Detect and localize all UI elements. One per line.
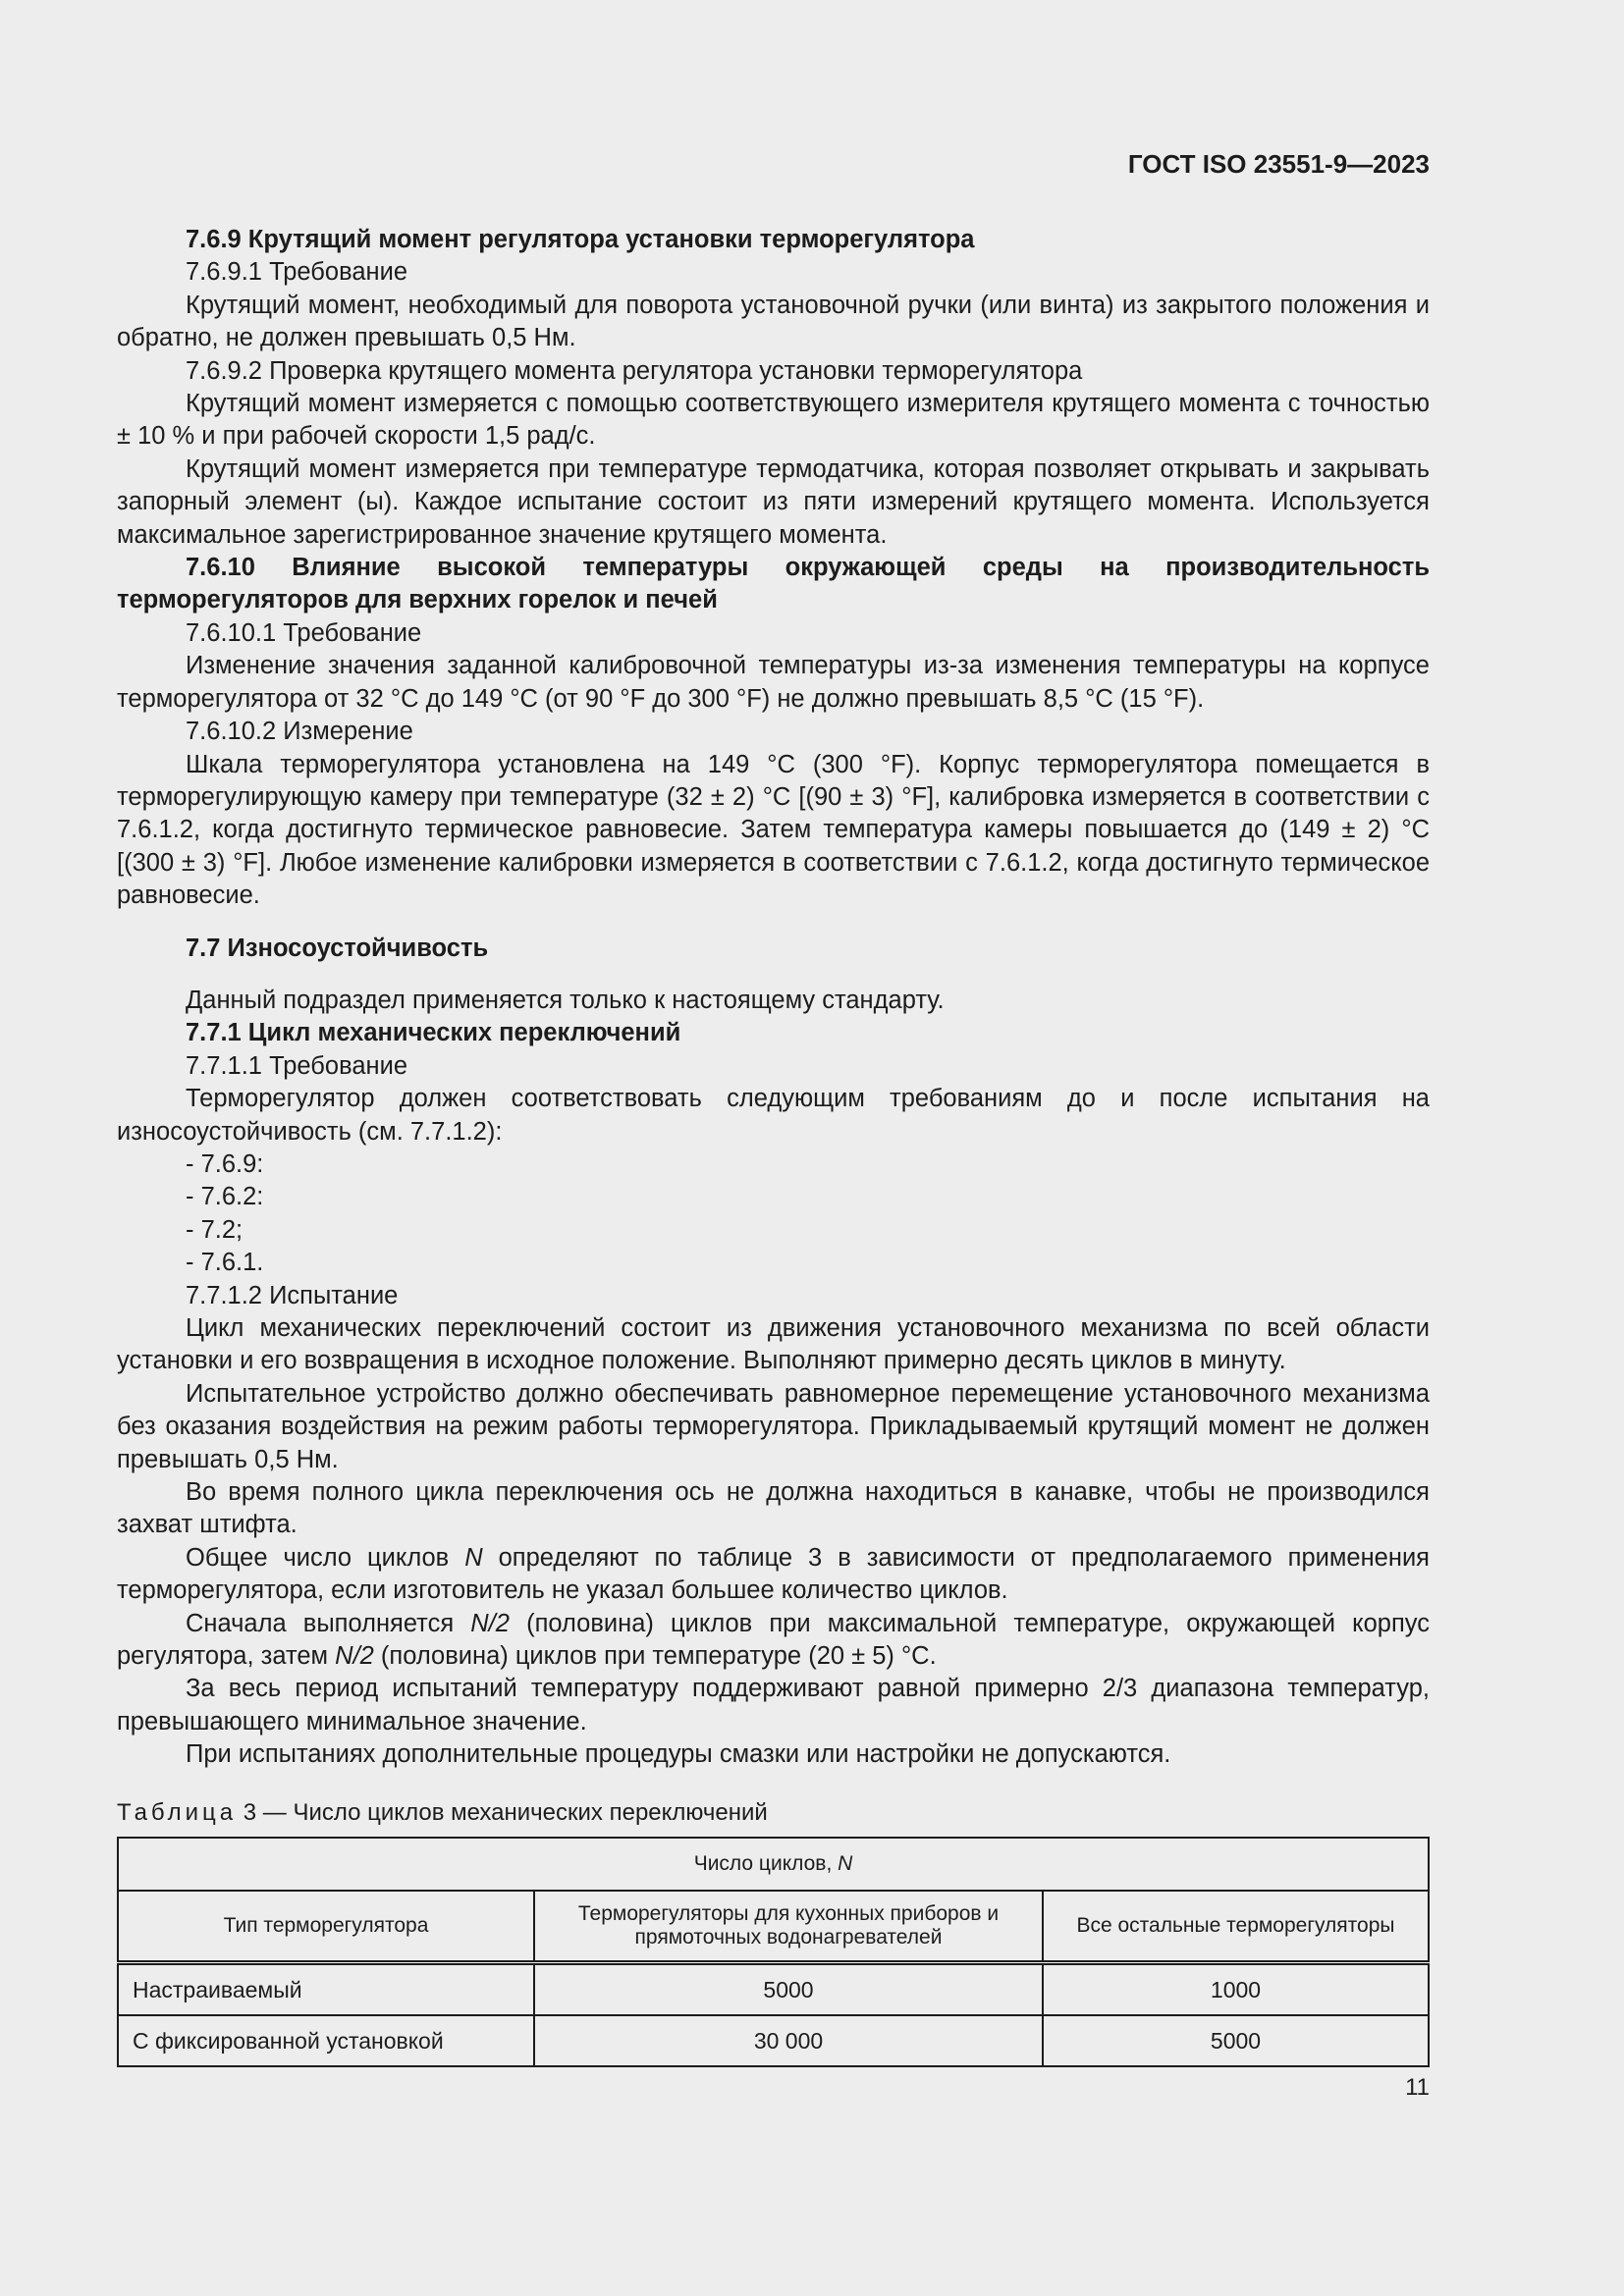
paragraph: Данный подраздел применяется только к настоящему стандарту. — [186, 986, 945, 1014]
table-cell: 5000 — [1043, 2015, 1429, 2066]
table-row — [118, 1962, 1429, 2015]
heading-7-7-1: 7.7.1 Цикл механических переключений — [186, 1019, 681, 1047]
page-number: 11 — [1405, 2074, 1430, 2101]
heading-7-6-10: 7.6.10 Влияние высокой температуры окружающей среды на производительность терморегуляторов для верхних горелок и печей — [117, 554, 1430, 614]
paragraph: Испытательное устройство должно обеспечивать равномерное перемещение установочного механизма без оказания воздействия на режим работы терморегулятора. Прикладываемый крутящий момент не должен превышать 0,5 Нм. — [117, 1379, 1430, 1473]
subheading-7-6-9-1: 7.6.9.1 Требование — [186, 258, 408, 287]
table-cell: 5000 — [534, 1962, 1043, 2015]
table-header-cell: Все остальные терморегуляторы — [1043, 1891, 1429, 1963]
table-header-cell: Тип терморегулятора — [118, 1891, 534, 1963]
table-cell: 1000 — [1043, 1962, 1429, 2015]
paragraph: Крутящий момент, необходимый для поворота установочной ручки (или винта) из закрытого положения и обратно, не должен превышать 0,5 Нм. — [117, 291, 1430, 352]
paragraph: Крутящий момент измеряется с помощью соответствующего измерителя крутящего момента с точностью ± 10 % и при рабочей скорости 1,5 рад/с. — [117, 390, 1430, 451]
table-cell: 30 000 — [534, 2015, 1043, 2066]
paragraph: Шкала терморегулятора установлена на 149 °C (300 °F). Корпус терморегулятора помещается в терморегулирующую камеру при температуре (32 ± 2) °C [(90 ± 3) °F], калибровка измеряется в соответствии с 7.6.1.2, когда достигнуто термическое равновесие. Затем температура камеры повышается до (149 ± 2) °C [(300 ± 3) °F]. Любое изменение калибровки измеряется в соответствии с 7.6.1.2, когда достигнуто термическое равновесие. — [117, 750, 1430, 910]
paragraph: Цикл механических переключений состоит из движения установочного механизма по всей области установки и его возвращения в исходное положение. Выполняют примерно десять циклов в минуту. — [117, 1314, 1430, 1375]
table-cell: Настраиваемый — [118, 1962, 534, 2015]
paragraph: Во время полного цикла переключения ось не должна находиться в канавке, чтобы не производился захват штифта. — [117, 1478, 1430, 1539]
list-item: - 7.6.9: — [186, 1149, 264, 1178]
paragraph: При испытаниях дополнительные процедуры смазки или настройки не допускаются. — [186, 1740, 1171, 1769]
paragraph: Сначала выполняется N/2 (половина) циклов при максимальной температуре, окружающей корпус регулятора, затем N/2 (половина) циклов при температуре (20 ± 5) °C. — [117, 1609, 1430, 1671]
list-item: - 7.6.2: — [186, 1183, 264, 1211]
subheading-7-7-1-2: 7.7.1.2 Испытание — [186, 1281, 399, 1309]
document-id-header: ГОСТ ISO 23551-9—2023 — [1127, 149, 1430, 179]
table-caption: Таблица 3 — Число циклов механических переключений — [117, 1798, 768, 1826]
table-cell: С фиксированной установкой — [118, 2015, 534, 2066]
paragraph: Общее число циклов N определяют по таблице 3 в зависимости от предполагаемого применения терморегулятора, если изготовитель не указал большее количество циклов. — [117, 1543, 1430, 1605]
subheading-7-6-10-2: 7.6.10.2 Измерение — [186, 718, 413, 746]
heading-7-6-9: 7.6.9 Крутящий момент регулятора установки терморегулятора — [186, 226, 975, 253]
paragraph: Изменение значения заданной калибровочной температуры из-за изменения температуры на корпусе терморегулятора от 32 °C до 149 °C (от 90 °F до 300 °F) не должно превышать 8,5 °C (15 °F). — [117, 652, 1430, 713]
list-item: - 7.6.1. — [186, 1249, 264, 1277]
paragraph: За весь период испытаний температуру поддерживают равной примерно 2/3 диапазона температур, превышающего минимальное значение. — [117, 1675, 1430, 1735]
table-header-row — [118, 1838, 1429, 1891]
document-body — [117, 224, 1430, 2067]
table-header-row — [118, 1891, 1429, 1963]
table-header-cell: Терморегуляторы для кухонных приборов и прямоточных водонагревателей — [534, 1891, 1043, 1963]
subheading-7-7-1-1: 7.7.1.1 Требование — [186, 1051, 408, 1080]
table-row — [118, 2015, 1429, 2066]
requirement-list — [117, 1148, 1430, 1280]
cycles-table — [117, 1837, 1430, 2067]
paragraph: Терморегулятор должен соответствовать следующим требованиям до и после испытания на износоустойчивость (см. 7.7.1.2): — [117, 1085, 1430, 1146]
subheading-7-6-10-1: 7.6.10.1 Требование — [186, 618, 422, 647]
list-item: - 7.2; — [186, 1215, 244, 1244]
paragraph: Крутящий момент измеряется при температуре термодатчика, которая позволяет открывать и закрывать запорный элемент (ы). Каждое испытание состоит из пяти измерений крутящего момента. Используется максимальное зарегистрированное значение крутящего момента. — [117, 454, 1430, 549]
heading-7-7: 7.7 Износоустойчивость — [186, 934, 489, 962]
table-header-cell: Число циклов, N — [118, 1838, 1429, 1891]
subheading-7-6-9-2: 7.6.9.2 Проверка крутящего момента регулятора установки терморегулятора — [186, 356, 1083, 385]
